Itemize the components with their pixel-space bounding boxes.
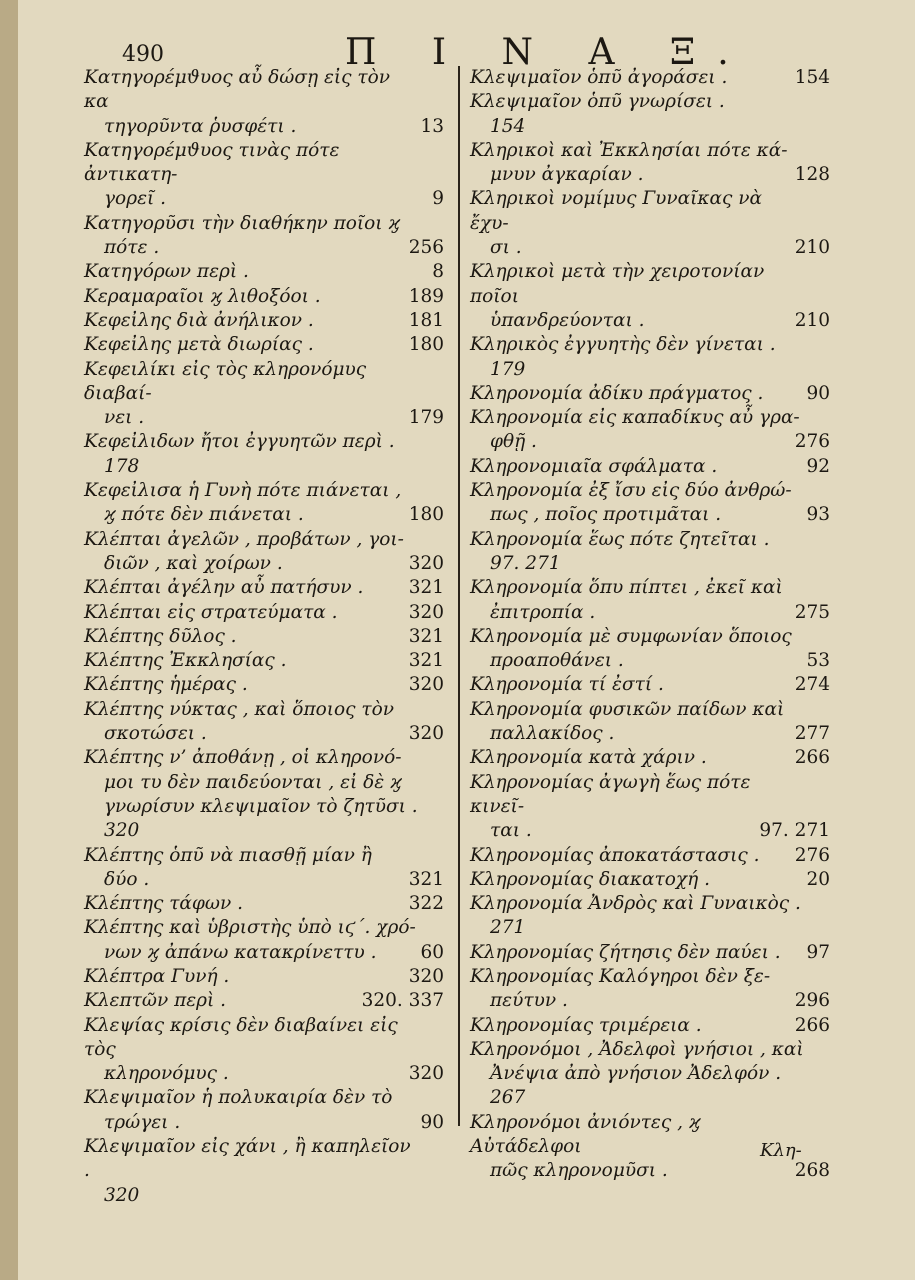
index-entry xyxy=(84,673,444,697)
entry-line: νει . xyxy=(104,407,145,429)
entry-page-ref: 320 xyxy=(408,723,444,745)
index-entry xyxy=(84,1086,444,1135)
entry-line: Κλέπται ἀγέλην αὖ πατήσυν . xyxy=(84,577,364,599)
entry-page-ref: 275 xyxy=(794,601,830,623)
entry-line: Κληρικοὶ καὶ Ἐκκλησίαι πότε κά- xyxy=(470,139,788,161)
index-entry xyxy=(84,625,444,649)
entry-line: Κλεψιμαῖον ὁπῦ ἀγοράσει . xyxy=(470,67,728,88)
entry-line: προαποθάνει . xyxy=(490,650,624,672)
entry-line: Κλέπτης ν’ ἀποθάνῃ , οἱ κληρονό- xyxy=(84,747,402,769)
entry-page-ref: 180 xyxy=(408,334,444,356)
entry-line: 267 xyxy=(490,1087,526,1109)
entry-page-ref: 266 xyxy=(794,747,830,769)
entry-page-ref: 320 xyxy=(408,601,444,623)
entry-line: πότε . xyxy=(104,237,160,259)
entry-page-ref: 320 xyxy=(408,674,444,696)
entry-line: 320 xyxy=(104,820,140,842)
entry-line: Κλεπτῶν περὶ . xyxy=(84,990,227,1012)
entry-page-ref: 320 xyxy=(408,1063,444,1085)
entry-line: Κεφεἰλιδων ἤτοι ἐγγυητῶν περὶ . xyxy=(84,431,395,453)
entry-page-ref: 322 xyxy=(408,893,444,915)
entry-line: Κλεψιμαῖον ἡ πολυκαιρία δὲν τὸ xyxy=(84,1087,393,1109)
index-entry xyxy=(470,746,830,770)
index-entry xyxy=(470,406,830,455)
entry-line: τηγορῦντα ῥυσφέτι . xyxy=(104,115,297,137)
column-divider xyxy=(458,66,460,1126)
index-entry xyxy=(470,90,830,139)
entry-line: Κλεψιμαῖον ὁπῦ γνωρίσει . xyxy=(470,91,725,113)
entry-line: Κληρικὸς ἐγγυητὴς δὲν γίνεται . xyxy=(470,334,776,356)
entry-line: Κλέπτης ὁπῦ νὰ πιασθῇ μίαν ἢ xyxy=(84,844,372,866)
index-entry xyxy=(470,66,830,90)
entry-line: Κληρονομία κατὰ χάριν . xyxy=(470,747,707,769)
entry-line: νων ϗ ἀπάνω κατακρίνεττυ . xyxy=(104,941,377,963)
entry-page-ref: 179 xyxy=(408,407,444,429)
index-entry xyxy=(84,698,444,747)
index-entry xyxy=(84,965,444,989)
index-entry xyxy=(470,771,830,844)
entry-line: ται . xyxy=(490,820,532,842)
entry-line: Κληρονομία μὲ συμφωνίαν ὅποιος xyxy=(470,625,792,647)
index-column-left xyxy=(84,66,444,1208)
entry-line: πεύτυν . xyxy=(490,990,568,1012)
index-entry xyxy=(470,673,830,697)
index-entry xyxy=(84,139,444,212)
index-entry xyxy=(84,528,444,577)
entry-line: Κληρονομίας ἀποκατάστασις . xyxy=(470,844,760,866)
index-entry xyxy=(470,528,830,577)
index-entry xyxy=(470,868,830,892)
entry-line: Κληρονομίας ζήτησις δὲν παύει . xyxy=(470,941,781,963)
entry-line: Κληρονόμοι , Ἀδελφοὶ γνήσιοι , καὶ xyxy=(470,1038,804,1060)
entry-line: παλλακίδος . xyxy=(490,723,615,745)
entry-line: Κεφεἰλισα ἡ Γυνὴ πότε πιάνεται , xyxy=(84,480,402,502)
entry-page-ref: 189 xyxy=(408,285,444,307)
index-entry xyxy=(84,746,444,843)
entry-line: Κληρονομίας τριμέρεια . xyxy=(470,1014,702,1036)
page-edge xyxy=(0,0,18,1280)
entry-page-ref: 274 xyxy=(794,674,830,696)
entry-page-ref: 320 xyxy=(408,965,444,987)
entry-line: Κληρικοὶ μετὰ τὴν χειροτονίαν ποῖοι xyxy=(470,261,765,307)
index-entry xyxy=(470,1038,830,1111)
index-entry xyxy=(84,916,444,965)
entry-line: μοι τυ δὲν παιδεύονται , εἰ δὲ ϗ xyxy=(104,771,402,793)
entry-line: σι . xyxy=(490,237,522,259)
index-entry xyxy=(84,309,444,333)
entry-line: 97. 271 xyxy=(490,552,561,574)
entry-line: Κλέπτης Ἐκκλησίας . xyxy=(84,650,287,672)
entry-line: Κλέπτης καὶ ὑβριστὴς ὑπὸ ιϛ΄. χρό- xyxy=(84,917,416,939)
entry-line: τρώγει . xyxy=(104,1111,181,1133)
entry-line: 178 xyxy=(104,455,140,477)
entry-page-ref: 256 xyxy=(408,237,444,259)
entry-page-ref: 154 xyxy=(794,67,830,88)
index-entry xyxy=(470,333,830,382)
entry-line: φθῇ . xyxy=(490,431,537,453)
entry-line: Κλεψιμαῖον εἰς χάνι , ἢ καπηλεῖον . xyxy=(84,1136,411,1182)
index-entry xyxy=(84,66,444,139)
entry-page-ref: 277 xyxy=(794,723,830,745)
index-entry xyxy=(84,212,444,261)
index-entry xyxy=(470,576,830,625)
entry-line: διῶν , καὶ χοίρων . xyxy=(104,552,283,574)
entry-line: Κληρονομίας διακατοχή . xyxy=(470,868,710,890)
index-entry xyxy=(470,892,830,941)
index-entry xyxy=(84,1135,444,1208)
index-entry xyxy=(84,601,444,625)
entry-page-ref: 321 xyxy=(408,577,444,599)
entry-line: Κληρονομία ἕως πότε ζητεῖται . xyxy=(470,528,770,550)
entry-page-ref: 268 xyxy=(794,1160,830,1182)
entry-line: Κατηγορέμϑυος τινὰς πότε ἀντικατη- xyxy=(84,139,340,186)
entry-line: 154 xyxy=(490,115,526,137)
entry-page-ref: 321 xyxy=(408,650,444,672)
entry-line: γορεῖ . xyxy=(104,188,167,210)
page-title: Π Ι Ν Α Ξ. xyxy=(345,32,751,73)
entry-page-ref: 320 xyxy=(408,552,444,574)
index-entry xyxy=(84,479,444,528)
entry-line: Κλεψίας κρίσις δὲν διαβαίνει εἰς τὸς xyxy=(84,1014,398,1060)
index-entry xyxy=(470,698,830,747)
entry-line: ἐπιτροπία . xyxy=(490,601,596,623)
entry-line: Κεφεἰλης μετὰ διωρίας . xyxy=(84,334,314,356)
index-entry xyxy=(84,430,444,479)
entry-line: Κλέπτης δῦλος . xyxy=(84,625,237,647)
entry-line: πως , ποῖος προτιμᾶται . xyxy=(490,504,722,526)
entry-page-ref: 90 xyxy=(806,382,830,404)
index-entry xyxy=(470,941,830,965)
entry-line: Κληρονομίας Καλόγηροι δὲν ξε- xyxy=(470,965,771,987)
entry-page-ref: 266 xyxy=(794,1014,830,1036)
index-entry xyxy=(84,333,444,357)
entry-line: Κλέπται ἀγελῶν , προβάτων , γοι- xyxy=(84,528,404,550)
entry-line: Κεφεἰλης διὰ ἀνήλικον . xyxy=(84,309,314,331)
entry-line: Κληρονομία ἀδίκυ πράγματος . xyxy=(470,382,764,404)
entry-line: Κατηγόρων περὶ . xyxy=(84,261,249,283)
entry-line: Κλέπτης νύκτας , καὶ ὅποιος τὸν xyxy=(84,698,394,720)
entry-page-ref: 53 xyxy=(806,650,830,672)
index-entry xyxy=(470,1014,830,1038)
index-column-right xyxy=(470,66,830,1184)
entry-line: Κληρονόμοι ἀνιόντες , ϗ Αὐτάδελφοι xyxy=(470,1111,701,1158)
entry-page-ref: 93 xyxy=(806,504,830,526)
entry-line: Κληρονομία ὅπυ πίπτει , ἐκεῖ καὶ xyxy=(470,577,783,599)
index-entry xyxy=(84,989,444,1013)
entry-line: γνωρίσυν κλεψιμαῖον τὸ ζητῦσι . xyxy=(104,795,418,817)
entry-page-ref: 13 xyxy=(420,115,444,137)
entry-page-ref: 9 xyxy=(432,188,444,210)
entry-page-ref: 90 xyxy=(420,1111,444,1133)
entry-line: πῶς κληρονομῦσι . xyxy=(490,1160,668,1182)
entry-line: Κληρονομίας ἀγωγὴ ἕως πότε κινεῖ- xyxy=(470,771,751,817)
entry-line: Κεφειλίκι εἰς τὸς κληρονόμυς διαβαί- xyxy=(84,358,367,404)
entry-page-ref: 181 xyxy=(408,309,444,331)
entry-page-ref: 320. 337 xyxy=(361,990,444,1012)
entry-line: 179 xyxy=(490,358,526,380)
entry-line: ϗ πότε δὲν πιάνεται . xyxy=(104,504,304,526)
entry-page-ref: 8 xyxy=(432,261,444,283)
entry-page-ref: 296 xyxy=(794,990,830,1012)
index-entry xyxy=(470,844,830,868)
entry-line: μνυν ἀγκαρίαν . xyxy=(490,164,644,186)
index-entry xyxy=(84,1014,444,1087)
entry-line: ὑπανδρεύονται . xyxy=(490,309,645,331)
entry-line: Κληρονομία εἰς καπαδίκυς αὖ γρα- xyxy=(470,407,800,429)
entry-line: Κλέπτης τάφων . xyxy=(84,893,243,915)
index-entry xyxy=(84,260,444,284)
index-entry xyxy=(84,285,444,309)
entry-line: Κληρονομία τί ἐστί . xyxy=(470,674,664,696)
entry-page-ref: 321 xyxy=(408,625,444,647)
entry-line: Κλέπτης ἡμέρας . xyxy=(84,674,248,696)
entry-line: Ἀνέψια ἀπὸ γνήσιον Ἀδελφόν . xyxy=(490,1063,782,1085)
index-entry xyxy=(84,844,444,893)
entry-page-ref: 60 xyxy=(420,941,444,963)
entry-page-ref: 210 xyxy=(794,237,830,259)
entry-page-ref: 97 xyxy=(806,941,830,963)
entry-line: Κληρονομία ἐξ ἴσυ εἰς δύο ἀνθρώ- xyxy=(470,480,792,502)
entry-line: Κληρονομία φυσικῶν παίδων καὶ xyxy=(470,698,785,720)
entry-line: δύο . xyxy=(104,868,150,890)
index-entry xyxy=(470,625,830,674)
index-entry xyxy=(470,382,830,406)
index-entry xyxy=(470,479,830,528)
index-entry xyxy=(470,455,830,479)
entry-page-ref: 92 xyxy=(806,455,830,477)
entry-line: Κλέπται εἰς στρατεύματα . xyxy=(84,601,338,623)
entry-line: Κατηγορῦσι τὴν διαθήκην ποῖοι ϗ xyxy=(84,212,400,234)
entry-line: Κληρονομιαῖα σφάλματα . xyxy=(470,455,718,477)
entry-line: Κληρονομία Ἀνδρὸς καὶ Γυναικὸς . xyxy=(470,893,801,915)
entry-page-ref: 97. 271 xyxy=(759,820,830,842)
index-entry xyxy=(470,965,830,1014)
index-entry xyxy=(84,358,444,431)
index-entry xyxy=(84,892,444,916)
entry-page-ref: 180 xyxy=(408,504,444,526)
entry-line: Κλέπτρα Γυνή . xyxy=(84,965,230,987)
index-entry xyxy=(84,576,444,600)
entry-line: 320 xyxy=(104,1184,140,1206)
entry-line: κληρονόμυς . xyxy=(104,1063,229,1085)
entry-line: σκοτώσει . xyxy=(104,723,207,745)
entry-page-ref: 20 xyxy=(806,868,830,890)
entry-page-ref: 128 xyxy=(794,164,830,186)
entry-line: Κληρικοὶ νομίμυς Γυναῖκας νὰ ἔχυ- xyxy=(470,188,763,234)
entry-page-ref: 276 xyxy=(794,844,830,866)
entry-page-ref: 321 xyxy=(408,868,444,890)
entry-line: Κεραμαραῖοι ϗ λιθοξόοι . xyxy=(84,285,321,307)
index-entry xyxy=(470,187,830,260)
index-entry xyxy=(84,649,444,673)
entry-line: 271 xyxy=(490,917,526,939)
index-entry xyxy=(470,139,830,188)
entry-page-ref: 276 xyxy=(794,431,830,453)
catchword: Κλη- xyxy=(760,1140,802,1161)
entry-line: Κατηγορέμϑυος αὖ δώσῃ εἰς τὸν κα xyxy=(84,67,390,113)
page-number: 490 xyxy=(122,42,164,67)
index-entry xyxy=(470,260,830,333)
entry-page-ref: 210 xyxy=(794,309,830,331)
